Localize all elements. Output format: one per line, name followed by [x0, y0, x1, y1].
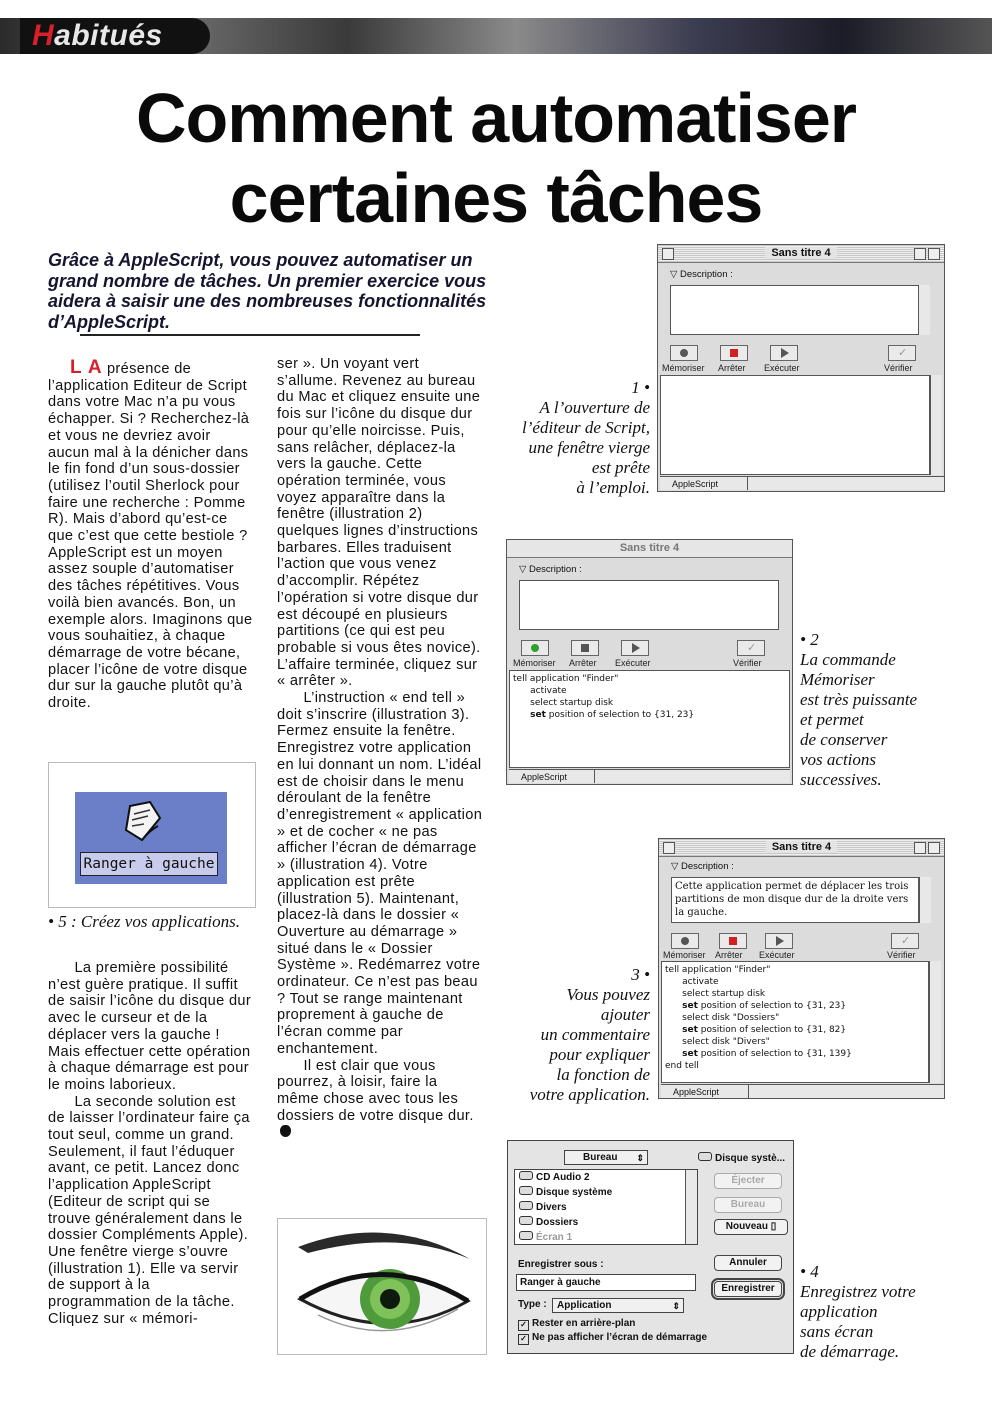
collapse-box-icon[interactable] — [928, 248, 940, 260]
record-label: Mémoriser — [663, 950, 706, 960]
code-line: set position of selection to {31, 139} — [682, 1049, 852, 1059]
language-popup[interactable]: AppleScript — [509, 770, 595, 783]
disk-icon — [519, 1186, 533, 1195]
stop-icon — [730, 349, 738, 357]
code-line: tell application "Finder" — [513, 674, 619, 684]
code-line: set position of selection to {31, 23} — [682, 1001, 847, 1011]
title-line-1: Comment automatiser — [135, 79, 857, 157]
keyword: set — [530, 710, 546, 720]
check-syntax-button[interactable] — [891, 933, 919, 949]
paragraph: La première possibilité n’est guère pratique. Il suffit de saisir l’icône du disque dur avec le curseur et de la déplacer vers la gauche ! Mais effectuer cette opération à chaque démarrage est pour le moins laborieux. — [48, 960, 256, 1093]
file-list[interactable] — [514, 1169, 698, 1245]
keyword: set — [682, 1049, 698, 1059]
column-1-bottom — [48, 960, 256, 1327]
checkbox-checked-icon: ✓ — [518, 1334, 529, 1345]
column-2 — [277, 356, 487, 1141]
stop-button[interactable] — [571, 640, 599, 656]
record-icon — [680, 349, 688, 357]
script-document-icon — [120, 800, 166, 844]
popup-arrows-icon: ⇕ — [672, 1301, 680, 1311]
window-titlebar[interactable]: Sans titre 4 — [659, 839, 944, 857]
code-line: select startup disk — [513, 698, 614, 708]
zoom-box-icon[interactable] — [914, 248, 926, 260]
code-line: end tell — [665, 1061, 699, 1071]
caption-1: 1 • A l’ouverture de l’éditeur de Script, une fenêtre vierge est prête à l’emploi. — [522, 378, 650, 497]
disk-label: Disque systè... — [698, 1152, 785, 1164]
code-line: select disk "Divers" — [665, 1037, 770, 1047]
column-1-top — [48, 357, 257, 712]
eject-button[interactable]: Éjecter — [714, 1173, 782, 1189]
intro-underline — [80, 334, 420, 336]
eye-illustration — [278, 1219, 486, 1354]
list-item[interactable]: Disque système — [519, 1186, 612, 1200]
section-first-letter: H — [32, 19, 55, 52]
code-line: select disk "Dossiers" — [665, 1013, 780, 1023]
status-bar — [661, 1084, 944, 1098]
stop-label: Arrêter — [569, 658, 597, 668]
play-icon — [632, 643, 640, 653]
script-editor-area[interactable] — [661, 961, 929, 1083]
stop-label: Arrêter — [715, 950, 743, 960]
folder-icon: ▯ — [770, 1221, 777, 1232]
disk-icon — [698, 1152, 712, 1161]
keyword: set — [682, 1001, 698, 1011]
code-line: activate — [513, 686, 567, 696]
collapse-box-icon[interactable] — [928, 842, 940, 854]
list-item[interactable]: CD Audio 2 — [519, 1171, 590, 1185]
desktop-button[interactable]: Bureau — [714, 1197, 782, 1213]
type-popup[interactable]: Application ⇕ — [552, 1298, 684, 1313]
description-scrollbar[interactable] — [919, 877, 931, 923]
no-startup-screen-checkbox[interactable]: ✓ Ne pas afficher l’écran de démarrage — [518, 1332, 707, 1345]
cancel-button[interactable]: Annuler — [714, 1255, 782, 1271]
paragraph: Il est clair que vous pourrez, à loisir, faire la même chose avec tous les dossiers de votre disque dur. — [277, 1058, 483, 1142]
run-label: Exécuter — [759, 950, 795, 960]
close-box-icon[interactable] — [662, 248, 674, 260]
list-scrollbar[interactable] — [685, 1170, 697, 1244]
save-button[interactable]: Enregistrer — [714, 1281, 782, 1297]
language-popup[interactable]: AppleScript — [661, 1085, 749, 1098]
code-line: select startup disk — [665, 989, 766, 999]
description-field[interactable]: Cette application permet de déplacer les trois partitions de mon disque dur de la droite vers la gauche. — [671, 877, 919, 923]
description-scrollbar[interactable] — [918, 285, 930, 335]
document-icon — [519, 1231, 533, 1240]
caption-2: • 2 La commande Mémoriser est très puissante et permet de conserver vos actions successives. — [800, 630, 918, 789]
zoom-box-icon[interactable] — [914, 842, 926, 854]
script-editor-window-3 — [658, 838, 945, 1099]
stay-open-checkbox[interactable]: ✓ Rester en arrière-plan — [518, 1318, 635, 1331]
save-dialog — [507, 1140, 794, 1354]
checkmark-icon: ✓ — [901, 935, 911, 947]
description-label: ▽ Description : — [671, 861, 734, 872]
language-popup[interactable]: AppleScript — [660, 477, 748, 490]
run-button[interactable] — [621, 640, 649, 656]
run-button[interactable] — [765, 933, 793, 949]
play-icon — [781, 348, 789, 358]
stop-icon — [581, 644, 589, 652]
run-label: Exécuter — [615, 658, 651, 668]
description-label: ▽ Description : — [519, 564, 582, 575]
save-as-label: Enregistrer sous : — [518, 1259, 604, 1270]
caption-4: • 4 Enregistrez votre application sans écran de démarrage. — [800, 1262, 916, 1361]
dropcap: L A — [70, 357, 103, 378]
new-folder-button[interactable]: Nouveau ▯ — [714, 1219, 788, 1235]
record-button[interactable] — [671, 933, 699, 949]
code-line: set position of selection to {31, 82} — [682, 1025, 847, 1035]
article-title — [60, 78, 932, 238]
record-button[interactable] — [670, 345, 698, 361]
description-field[interactable] — [670, 285, 920, 335]
stop-button[interactable] — [719, 933, 747, 949]
window-titlebar[interactable]: Sans titre 4 — [507, 540, 792, 558]
script-editor-area[interactable] — [660, 375, 930, 475]
script-scrollbar[interactable] — [930, 375, 942, 475]
script-scrollbar[interactable] — [929, 961, 941, 1083]
list-item[interactable]: Divers — [519, 1201, 567, 1215]
description-field[interactable] — [519, 580, 779, 630]
disk-icon — [519, 1216, 533, 1225]
section-rest: abitués — [54, 19, 163, 52]
article-intro: Grâce à AppleScript, vous pouvez automatiser un grand nombre de tâches. Un premier exercice vous aidera à saisir une des nombreuses fonctionnalités d’AppleScript. — [48, 250, 487, 332]
icon-label: Ranger à gauche — [80, 852, 218, 876]
script-editor-area[interactable] — [509, 670, 790, 768]
checkmark-icon: ✓ — [747, 642, 757, 654]
record-button[interactable] — [521, 640, 549, 656]
play-icon — [776, 936, 784, 946]
keyword: set — [682, 1025, 698, 1035]
script-editor-window-1 — [657, 244, 945, 492]
record-label: Mémoriser — [662, 363, 705, 373]
window-titlebar[interactable]: Sans titre 4 — [658, 245, 944, 263]
paragraph: L’instruction « end tell » doit s’inscrire (illustration 3). Fermez ensuite la fenêtre. Enregistrez votre application en lui donnant un nom. L’idéal est de choisir dans le menu déroulant de la fenêtre d’enregistrement « application » et de cocher « ne pas afficher l’écran de démarrage » (illustration 4). Votre application est prête (illustration 5). Maintenant, placez-là dans le dossier « Ouverture au démarrage » situé dans le « Dossier Système ». Redémarrez votre ordinateur. Ce n’est pas beau ? Tout se range maintenant proprement à gauche de l’écran comme par enchantement. — [277, 690, 487, 1057]
list-item[interactable]: Écran 1 — [519, 1231, 572, 1245]
cd-icon — [519, 1171, 533, 1180]
run-label: Exécuter — [764, 363, 800, 373]
check-syntax-button[interactable] — [737, 640, 765, 656]
stop-icon — [729, 937, 737, 945]
title-line-2: certaines tâches — [229, 159, 763, 237]
check-syntax-label: Vérifier — [733, 658, 762, 668]
check-syntax-button[interactable] — [888, 345, 916, 361]
record-icon — [531, 644, 539, 652]
caption-5: • 5 : Créez vos applications. — [48, 912, 240, 931]
caption-3: 3 • Vous pouvez ajouter un commentaire pour expliquer la fonction de votre application. — [529, 965, 650, 1104]
close-box-icon[interactable] — [663, 842, 675, 854]
status-bar — [660, 476, 944, 490]
status-bar — [509, 769, 790, 783]
folder-popup[interactable]: Bureau ⇕ — [564, 1150, 648, 1165]
disk-icon — [519, 1201, 533, 1210]
checkbox-checked-icon: ✓ — [518, 1320, 529, 1331]
code-line: tell application "Finder" — [665, 965, 771, 975]
section-header-label — [32, 18, 163, 54]
paragraph: La seconde solution est de laisser l’ordinateur faire ça tout seul, comme un grand. Seulement, il faut l’éduquer avant, ce petit. Lancez donc l’application AppleScript (Editeur de script qui se trouve généralement dans le dossier Compléments Apple). Une fenêtre vierge s’ouvre (illustration 1). Elle va servir de support à la programmation de la tâche. Cliquez sur « mémori- — [48, 1093, 255, 1327]
record-label: Mémoriser — [513, 658, 556, 668]
script-editor-window-2 — [506, 539, 793, 785]
check-syntax-label: Vérifier — [887, 950, 916, 960]
paragraph: L A présence de l’application Editeur de Script dans votre Mac n’a pu vous échapper. Si ? Recherchez-là et vous ne devriez avoir aucun mal à la dénicher dans le fin fond d’un sous-dossier (utilisez l’outil Sherlock pour faire une recherche : Pomme R). Mais d’abord qu’est-ce que c’est que cette bestiole ? AppleScript est un moyen assez souple d’automatiser des tâches répétitives. Vous voilà bien avancés. Bon, un exemple alors. Imaginons que vous souhaitiez, à chaque démarrage de votre bécane, placer l’icône de votre disque dur sur la gauche plutôt qu’à droite. — [48, 357, 257, 712]
code-line: set position of selection to {31, 23} — [530, 710, 695, 720]
record-icon — [681, 937, 689, 945]
paragraph: ser ». Un voyant vert s’allume. Revenez au bureau du Mac et cliquez ensuite une fois sur l’icône du disque dur pour qu’elle noircisse. Puis, sans relâcher, déplacez-la vers la gauche. Cette opération terminée, vous voyez apparaître dans la fenêtre (illustration 2) quelques lignes d’instructions barbares. Elles traduisent l’action que vous venez d’accomplir. Répétez l’opération si votre disque dur est découpé en plusieurs partitions (ce qui est peu probable si vous êtes novice). L’affaire terminée, cliquez sur « arrêter ». — [277, 356, 485, 690]
filename-input[interactable]: Ranger à gauche — [516, 1274, 696, 1291]
stop-label: Arrêter — [718, 363, 746, 373]
popup-arrows-icon: ⇕ — [636, 1153, 644, 1163]
stop-button[interactable] — [720, 345, 748, 361]
check-syntax-label: Vérifier — [884, 363, 913, 373]
description-label: ▽ Description : — [670, 269, 733, 280]
apple-logo-icon — [280, 1125, 291, 1137]
list-item[interactable]: Dossiers — [519, 1216, 578, 1230]
checkmark-icon: ✓ — [898, 347, 908, 359]
type-label: Type : — [518, 1299, 547, 1310]
code-line: activate — [665, 977, 719, 987]
run-button[interactable] — [770, 345, 798, 361]
